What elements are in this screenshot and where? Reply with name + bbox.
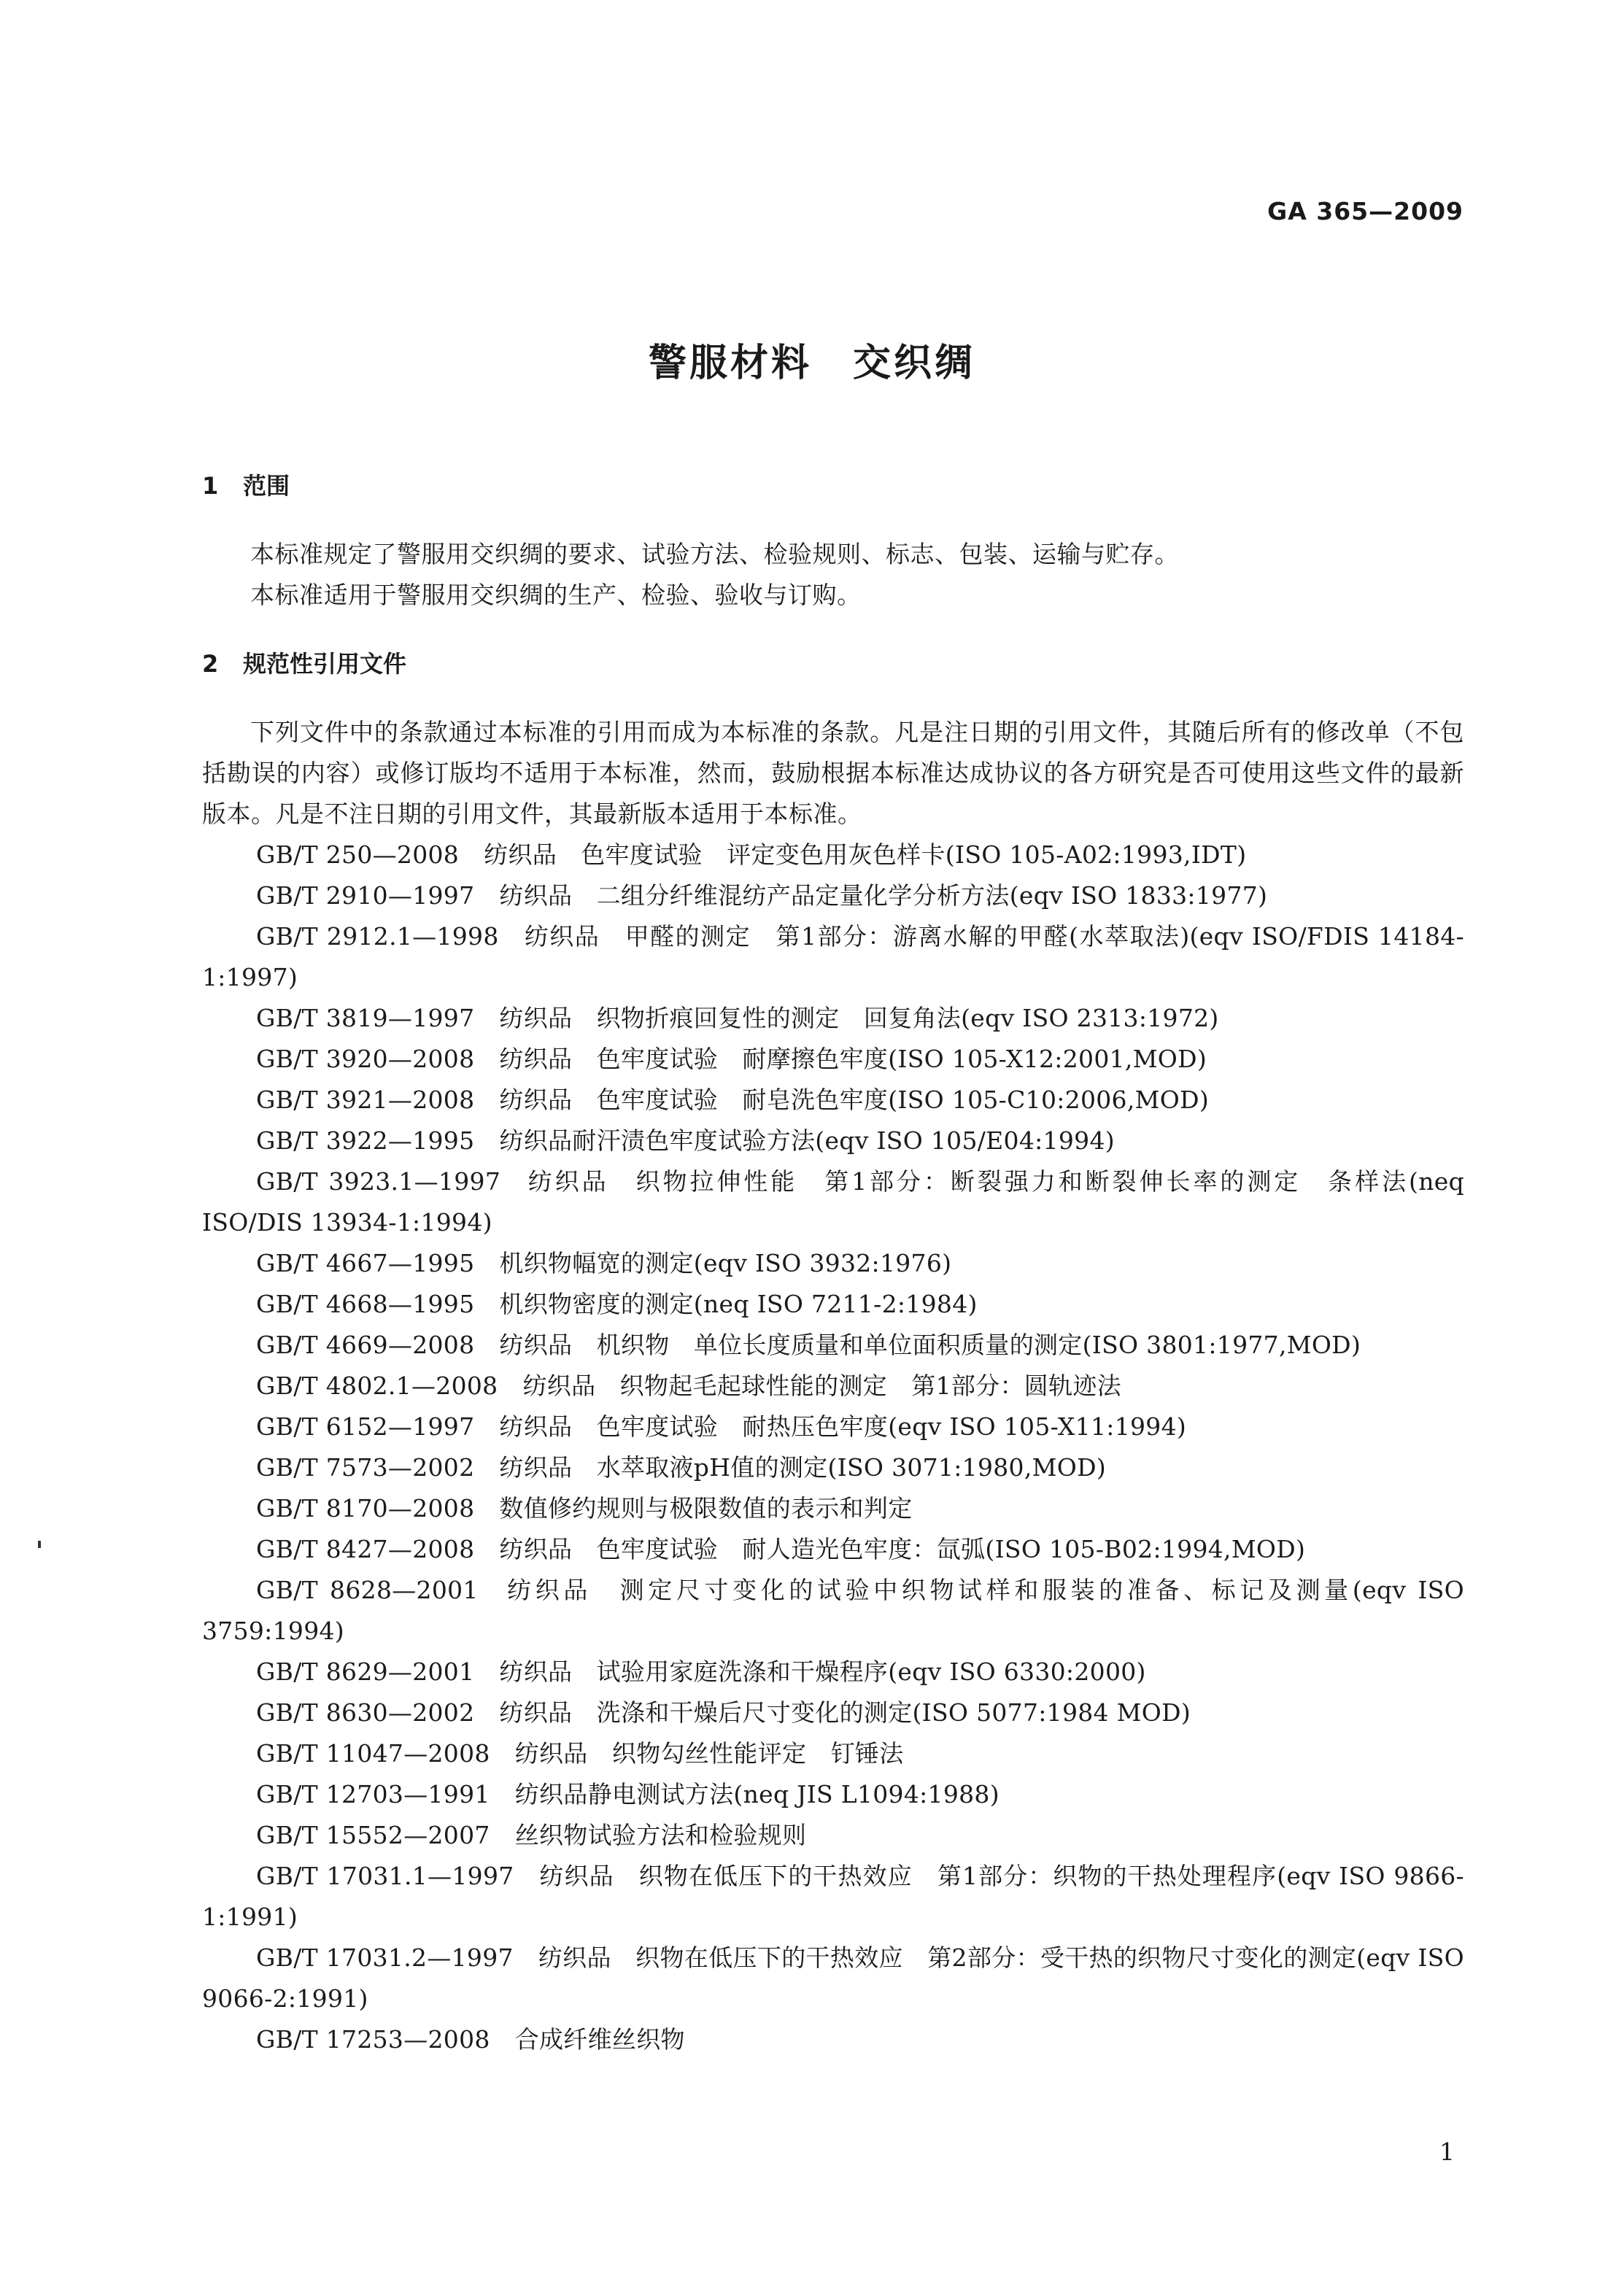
reference-code: GB/T 3819—1997 — [256, 1004, 475, 1032]
reference-item — [202, 1529, 1464, 1570]
reference-item — [202, 916, 1464, 998]
reference-code: GB/T 3921—2008 — [256, 1086, 475, 1114]
reference-code: GB/T 8629—2001 — [256, 1657, 475, 1686]
reference-item — [202, 1161, 1464, 1243]
reference-title: 纺织品 二组分纤维混纺产品定量化学分析方法(eqv ISO 1833:1977) — [499, 881, 1268, 910]
reference-title: 纺织品耐汗渍色牢度试验方法(eqv ISO 105/E04:1994) — [499, 1126, 1115, 1155]
reference-item — [202, 1407, 1464, 1447]
reference-item — [202, 1652, 1464, 1692]
scope-paragraph: 本标准规定了警服用交织绸的要求、试验方法、检验规则、标志、包装、运输与贮存。 — [250, 540, 1179, 568]
section-2-heading — [202, 643, 1464, 684]
reference-item — [202, 1121, 1464, 1161]
reference-code: GB/T 4668—1995 — [256, 1290, 475, 1318]
reference-title: 纺织品 色牢度试验 耐摩擦色牢度(ISO 105-X12:2001,MOD) — [499, 1045, 1207, 1073]
reference-code: GB/T 12703—1991 — [256, 1780, 490, 1808]
reference-title: 合成纤维丝织物 — [514, 2025, 685, 2054]
reference-code: GB/T 3922—1995 — [256, 1126, 475, 1155]
reference-code: GB/T 2910—1997 — [256, 881, 475, 910]
reference-title: 纺织品 织物勾丝性能评定 钉锤法 — [514, 1739, 904, 1768]
reference-item — [202, 1366, 1464, 1407]
reference-code: GB/T 8170—2008 — [256, 1494, 475, 1523]
reference-item — [202, 835, 1464, 875]
reference-title: 纺织品 织物折痕回复性的测定 回复角法(eqv ISO 2313:1972) — [499, 1004, 1219, 1032]
reference-code: GB/T 17031.1—1997 — [256, 1862, 514, 1890]
references-intro: 下列文件中的条款通过本标准的引用而成为本标准的条款。凡是注日期的引用文件，其随后所有的修改单（不包括勘误的内容）或修订版均不适用于本标准，然而，鼓励根据本标准达成协议的各方研究是否可使用这些文件的最新版本。凡是不注日期的引用文件，其最新版本适用于本标准。 — [202, 718, 1464, 828]
reference-code: GB/T 17253—2008 — [256, 2025, 490, 2054]
reference-item — [202, 998, 1464, 1039]
reference-item — [202, 1856, 1464, 1938]
reference-code: GB/T 4667—1995 — [256, 1249, 475, 1277]
page-number: 1 — [1439, 2137, 1455, 2166]
reference-code: GB/T 4669—2008 — [256, 1331, 475, 1359]
reference-item — [202, 1570, 1464, 1652]
reference-title: 纺织品 织物起毛起球性能的测定 第1部分：圆轨迹法 — [522, 1372, 1121, 1400]
reference-title: 纺织品 色牢度试验 耐皂洗色牢度(ISO 105-C10:2006,MOD) — [499, 1086, 1210, 1114]
reference-title: 纺织品 洗涤和干燥后尺寸变化的测定(ISO 5077:1984 MOD) — [499, 1698, 1191, 1727]
reference-code: GB/T 4802.1—2008 — [256, 1372, 498, 1400]
reference-item — [202, 1774, 1464, 1815]
reference-code: GB/T 3923.1—1997 — [256, 1167, 501, 1196]
reference-list — [202, 835, 1464, 2060]
reference-title: 纺织品 试验用家庭洗涤和干燥程序(eqv ISO 6330:2000) — [499, 1657, 1146, 1686]
document-body — [202, 460, 1464, 2060]
reference-title: 纺织品 测定尺寸变化的试验中织物试样和服装的准备、标记及测量(eqv ISO 3759:1994) — [202, 1576, 1464, 1645]
reference-title: 纺织品 机织物 单位长度质量和单位面积质量的测定(ISO 3801:1977,MOD) — [499, 1331, 1361, 1359]
reference-code: GB/T 15552—2007 — [256, 1821, 490, 1849]
reference-item — [202, 1039, 1464, 1080]
reference-code: GB/T 6152—1997 — [256, 1412, 475, 1441]
reference-item — [202, 1488, 1464, 1529]
reference-item — [202, 1733, 1464, 1774]
reference-code: GB/T 8628—2001 — [256, 1576, 479, 1604]
reference-title: 纺织品 色牢度试验 评定变色用灰色样卡(ISO 105-A02:1993,IDT) — [484, 840, 1247, 869]
reference-title: 纺织品 甲醛的测定 第1部分：游离水解的甲醛(水萃取法)(eqv ISO/FDIS 14184-1:1997) — [202, 922, 1464, 991]
reference-title: 纺织品 织物拉伸性能 第1部分：断裂强力和断裂伸长率的测定 条样法(neq ISO/DIS 13934-1:1994) — [202, 1167, 1464, 1237]
reference-title: 纺织品 色牢度试验 耐人造光色牢度：氙弧(ISO 105-B02:1994,MOD) — [499, 1535, 1306, 1563]
reference-title: 机织物幅宽的测定(eqv ISO 3932:1976) — [499, 1249, 952, 1277]
section-number: 1 — [202, 472, 219, 500]
reference-item — [202, 1815, 1464, 1856]
standard-code: GA 365—2009 — [1267, 197, 1463, 225]
reference-code: GB/T 2912.1—1998 — [256, 922, 499, 951]
reference-item — [202, 875, 1464, 916]
reference-title: 纺织品 织物在低压下的干热效应 第2部分：受干热的织物尺寸变化的测定(eqv ISO 9066-2:1991) — [202, 1943, 1464, 2013]
reference-code: GB/T 8630—2002 — [256, 1698, 475, 1727]
reference-item — [202, 1325, 1464, 1366]
reference-title: 数值修约规则与极限数值的表示和判定 — [499, 1494, 913, 1523]
reference-title: 纺织品 织物在低压下的干热效应 第1部分：织物的干热处理程序(eqv ISO 9866-1:1991) — [202, 1862, 1464, 1931]
reference-code: GB/T 8427—2008 — [256, 1535, 475, 1563]
reference-item — [202, 1284, 1464, 1325]
reference-item — [202, 1692, 1464, 1733]
reference-code: GB/T 3920—2008 — [256, 1045, 475, 1073]
reference-item — [202, 1243, 1464, 1284]
reference-title: 纺织品静电测试方法(neq JIS L1094:1988) — [514, 1780, 999, 1808]
reference-title: 机织物密度的测定(neq ISO 7211-2:1984) — [499, 1290, 978, 1318]
section-1-heading — [202, 465, 1464, 506]
scope-paragraph: 本标准适用于警服用交织绸的生产、检验、验收与订购。 — [250, 581, 862, 609]
section-title: 规范性引用文件 — [243, 650, 407, 678]
reference-title: 纺织品 水萃取液pH值的测定(ISO 3071:1980,MOD) — [499, 1453, 1107, 1482]
section-title: 范围 — [243, 472, 290, 500]
reference-item — [202, 2019, 1464, 2060]
reference-item — [202, 1938, 1464, 2019]
reference-title: 丝织物试验方法和检验规则 — [514, 1821, 807, 1849]
reference-title: 纺织品 色牢度试验 耐热压色牢度(eqv ISO 105-X11:1994) — [499, 1412, 1187, 1441]
section-number: 2 — [202, 650, 219, 678]
reference-code: GB/T 250—2008 — [256, 840, 460, 869]
reference-code: GB/T 17031.2—1997 — [256, 1943, 514, 1972]
document-title: 警服材料 交织绸 — [648, 341, 975, 385]
reference-code: GB/T 11047—2008 — [256, 1739, 490, 1768]
reference-code: GB/T 7573—2002 — [256, 1453, 475, 1482]
reference-item — [202, 1080, 1464, 1121]
margin-mark — [38, 1541, 41, 1548]
reference-item — [202, 1447, 1464, 1488]
